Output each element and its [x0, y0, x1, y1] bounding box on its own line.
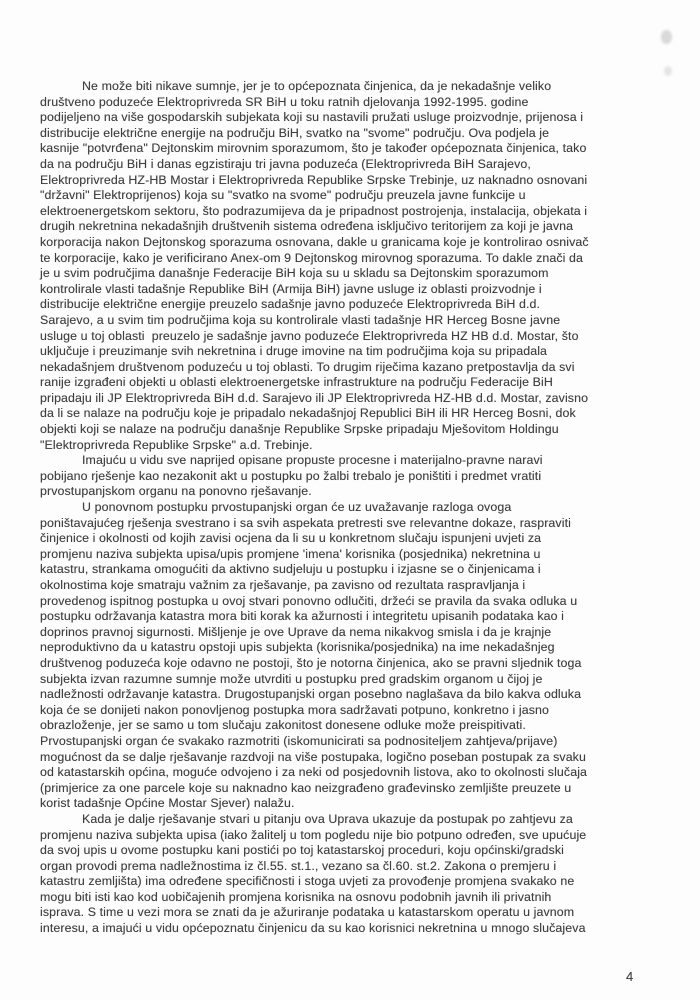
text-line: promjenu naziva subjekta upisa/upis promjene 'imena' korisnika (posjednika) nekretnina u	[40, 546, 541, 561]
paragraph	[40, 453, 660, 500]
text-line: da svoj upis u ovome postupku kani postići po toj katastarskoj proceduri, koju općinski/gradski	[40, 843, 564, 858]
text-line: provedenog ispitnog postupka u ovoj stvari ponovno odlučiti, držeći se pravila da svaka odluka u	[40, 593, 578, 608]
text-line: nadležnosti održavanje katastra. Drugostupanjski organ posebno naglašava da bilo kakva odluka	[40, 687, 582, 702]
page-number: 4	[626, 969, 634, 984]
text-line: distribucije električne energije na području BiH, svatko na "svome" području. Ova podjela je	[40, 125, 550, 140]
text-line: da na području BiH i danas egzistiraju tri javna poduzeća (Elektroprivreda BiH Sarajevo,	[40, 156, 531, 171]
text-line: kontrolirale vlasti tadašnje Republike BiH (Armija BiH) javne usluge iz oblasti proizvodnje i	[40, 281, 542, 296]
text-line: katastru zemljišta) ima određene specifičnosti i stoga uvjeti za provođenje promjena svakako ne	[40, 874, 575, 889]
text-line: ranije izgrađeni objekti u oblasti elektroenergetske infrastrukture na području Federacije BiH	[40, 375, 553, 390]
text-line: interesu, a imajući u vidu općepoznatu činjenicu da su kao korisnici nekretnina u mnogo slučajeva	[40, 921, 586, 936]
text-line: korporacija nakon Dejtonskog sporazuma osnovana, dakle u granicama koje je kontrolirao osnivač	[40, 234, 589, 249]
text-line: usluge u toj oblasti preuzelo je sadašnje javno poduzeće Elektroprivreda HZ HB d.d. Mostar, što	[40, 328, 579, 343]
text-line: kasnije "potvrđena" Dejtonskim mirovnim sporazumom, što je također općepoznata činjenica, tako	[40, 141, 587, 156]
text-line: poništavajućeg rješenja svestrano i sa svih aspekata pretresti sve relevantne dokaze, raspraviti	[40, 515, 571, 530]
scan-artifact	[664, 66, 672, 76]
text-line: Sarajevo, a u svim tim područjima koja su kontrolirale vlasti tadašnje HR Herceg Bosne javne	[40, 312, 561, 327]
text-line: katastru, strankama omogućiti da aktivno sudjeluju u postupku i izjasne se o činjenicama i	[40, 562, 541, 577]
text-line: Prvostupanjski organ će svakako razmotriti (iskomunicirati sa podnositeljem zahtjeva/prijave)	[40, 733, 558, 748]
text-line: činjenice i okolnosti od kojih zavisi ocjena da li su u konkretnom slučaju ispunjeni uvjeti za	[40, 531, 542, 546]
text-line: postupku održavanja katastra mora biti korak ka ažurnosti i integritetu upisanih podataka kao i	[40, 609, 565, 624]
text-line: doprinos pravnoj sigurnosti. Mišljenje je ove Uprave da nema nikakvog smisla i da je krajnje	[40, 624, 552, 639]
text-line: elektroenergetskom sektoru, što podrazumijeva da je pripadnost postrojenja, instalacija, objekata i	[40, 203, 588, 218]
text-line: distribucije električne energije preuzelo sadašnje javno poduzeće Elektroprivreda BiH d.d.	[40, 297, 541, 312]
paragraph	[40, 500, 660, 812]
text-line: da li se nalaze na području koje je pripadalo nekadašnjoj Republici BiH ili HR Herceg Bosni, dok	[40, 406, 576, 421]
text-line: korist tadašnje Općine Mostar Sjever) nalažu.	[40, 796, 295, 811]
text-line: Ne može biti nikave sumnje, jer je to općepoznata činjenica, da je nekadašnje veliko	[82, 79, 552, 93]
text-line: okolnostima koje smatraju važnim za rješavanje, pa zavisno od rezultata raspravljanja i	[40, 578, 526, 592]
text-line: (primjerice za one parcele koje su naknadno kao neizgrađeno građevinsko zemljište preuzete u	[40, 780, 572, 795]
text-line: društveno poduzeće Elektroprivreda SR BiH u toku ratnih djelovanja 1992-1995. godine	[40, 94, 529, 109]
text-line: pripadaju ili JP Elektroprivreda BiH d.d. Sarajevo ili JP Elektroprivreda HZ-HB d.d. Mostar, zavisno	[40, 390, 589, 405]
text-line: Elektroprivreda HZ-HB Mostar i Elektroprivreda Republike Srpske Trebinje, uz naknadno osnovani	[40, 172, 588, 187]
text-line: promjenu naziva subjekta upisa (iako žalitelj u tom pogledu nije bio potpuno određen, sve upućuje	[40, 827, 587, 842]
text-line: te korporacije, kako je verificirano Anex-om 9 Dejtonskog mirovnog sporazuma. To dakle znači da	[40, 250, 584, 265]
text-line: mogu biti isti kao kod uobičajenih promjena korisnika na osnovu podobnih javnih ili privatnih	[40, 889, 552, 904]
text-line: Kada je dalje rješavanje stvari u pitanju ova Uprava ukazuje da postupak po zahtjevu za	[82, 811, 573, 826]
text-line: organ provodi prema nadležnostima iz čl.55. st.1., vezano sa čl.60. st.2. Zakona o premjeru i	[40, 858, 557, 873]
text-line: društvenog poduzeća koje odavno ne postoji, što je notorna činjenica, ako se pravni sljednik toga	[40, 655, 582, 670]
paragraph	[40, 79, 660, 453]
text-line: "državni" Elektroprijenos) koja su "svatko na svome" području preuzela javne funkcije u	[40, 188, 526, 203]
text-line: od katastarskih općina, moguće odvojeno i za neki od posjedovnih listova, ako to okolnosti slučaja	[40, 765, 588, 780]
text-line: neproduktivno da u katastru opstoji upis subjekta (korisnika/posjednika) na ime nekadašnjeg	[40, 640, 555, 655]
scan-artifact	[661, 30, 672, 44]
text-line: je u svim područjima današnje Federacije BiH koja su u skladu sa Dejtonskim sporazumom	[40, 266, 549, 281]
text-line: podijeljeno na više gospodarskih subjekata koji su nastavili pružati usluge proizvodnje, prijenosa i	[40, 110, 584, 125]
text-line: "Elektroprivreda Republike Srpske" a.d. Trebinje.	[40, 437, 313, 452]
text-line: Imajuću u vidu sve naprijed opisane propuste procesne i materijalno-pravne naravi	[82, 453, 543, 468]
text-line: drugih nekretnina nekadašnjih društvenih sistema određena isključivo teritorijem za koji je javna	[40, 219, 574, 234]
text-line: mogućnost da se dalje rješavanje razdvoji na više postupaka, logično poseban postupak za svaku	[40, 749, 586, 764]
text-line: subjekta izvan razumne sumnje može utvrditi u postupku pred gradskim organom u čijoj je	[40, 671, 543, 686]
text-line: koja će se donijeti nakon ponovljenog postupka mora sadržavati potpuno, konkretno i jasno	[40, 702, 549, 717]
paragraph	[40, 812, 660, 937]
text-line: isprava. S time u vezi mora se znati da je ažuriranje podataka u katastarskom operatu u javnom	[40, 905, 575, 920]
document-text	[40, 79, 660, 937]
text-line: nekadašnjem društvenom poduzeću u toj oblasti. To drugim riječima kazano pretpostavlja da svi	[40, 359, 575, 374]
text-line: pobijano rješenje kao nezakonit akt u postupku po žalbi trebalo je poništiti i predmet vratiti	[40, 468, 542, 483]
text-line: U ponovnom postupku prvostupanjski organ će uz uvažavanje razloga ovoga	[82, 500, 512, 515]
text-line: uključuje i preuzimanje svih nekretnina i druge imovine na tim područjima koja su pripadala	[40, 344, 548, 359]
text-line: objekti koji se nalaze na području današnje Republike Srpske pripadaju Mješovitom Holdingu	[40, 422, 559, 437]
text-line: prvostupanjskom organu na ponovno rješavanje.	[40, 484, 312, 499]
text-line: obrazloženje, jer se samo u tom slučaju zakonitost donesene odluke može preispitivati.	[40, 718, 526, 733]
